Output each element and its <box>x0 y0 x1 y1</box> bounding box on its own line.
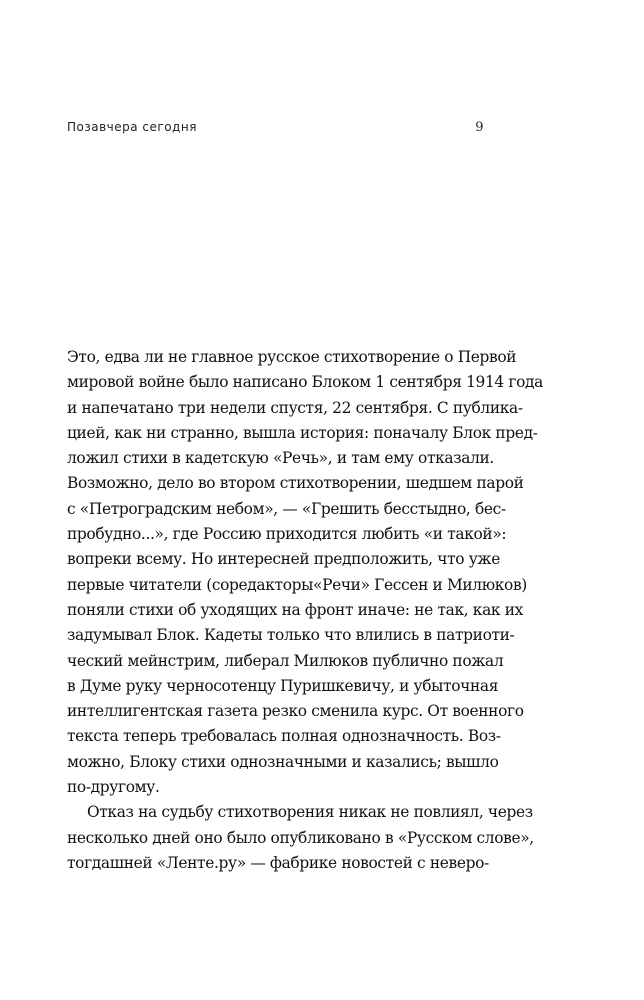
running-header <box>67 120 484 135</box>
text-line: поняли стихи об уходящих на фронт иначе: не так, как их <box>67 600 523 619</box>
text-line: Возможно, дело во втором стихотворении, шедшем парой <box>67 474 524 493</box>
paragraph-2 <box>67 800 534 876</box>
text-line: можно, Блоку стихи однозначными и казались; вышло <box>67 752 499 771</box>
text-line: текста теперь требовалась полная однозначность. Воз- <box>67 727 501 746</box>
page-number: 9 <box>475 120 484 135</box>
text-line: тогдашней «Ленте.ру» — фабрике новостей с неверо- <box>67 853 489 872</box>
text-line: ческий мейнстрим, либерал Милюков публично пожал <box>67 651 504 670</box>
running-title: Позавчера сегодня <box>67 120 197 134</box>
text-line: несколько дней оно было опубликовано в «Русском слове», <box>67 828 534 847</box>
text-line: первые читатели (соредакторы«Речи» Гессен и Милюков) <box>67 575 527 594</box>
text-line: вопреки всему. Но интересней предположить, что уже <box>67 550 500 569</box>
text-line: Отказ на судьбу стихотворения никак не повлиял, через <box>87 803 533 822</box>
text-line: мировой войне было написано Блоком 1 сентября 1914 года <box>67 373 543 392</box>
text-line: цией, как ни странно, вышла история: поначалу Блок пред- <box>67 423 538 442</box>
text-line: по-другому. <box>67 778 160 797</box>
text-line: с «Петроградским небом», — «Грешить бесстыдно, бес- <box>67 499 506 518</box>
text-line: Это, едва ли не главное русское стихотворение о Первой <box>67 348 517 366</box>
paragraph-1 <box>67 345 543 800</box>
text-line: ложил стихи в кадетскую «Речь», и там ему отказали. <box>67 449 494 468</box>
text-line: интеллигентская газета резко сменила курс. От военного <box>67 702 524 721</box>
text-line: и напечатано три недели спустя, 22 сентября. С публика- <box>67 398 523 417</box>
body-text <box>67 345 543 876</box>
text-line: в Думе руку черносотенцу Пуришкевичу, и убыточная <box>67 676 499 695</box>
text-line: задумывал Блок. Кадеты только что влились в патриоти- <box>67 626 515 645</box>
text-line: пробудно...», где Россию приходится любить «и такой»: <box>67 525 507 544</box>
